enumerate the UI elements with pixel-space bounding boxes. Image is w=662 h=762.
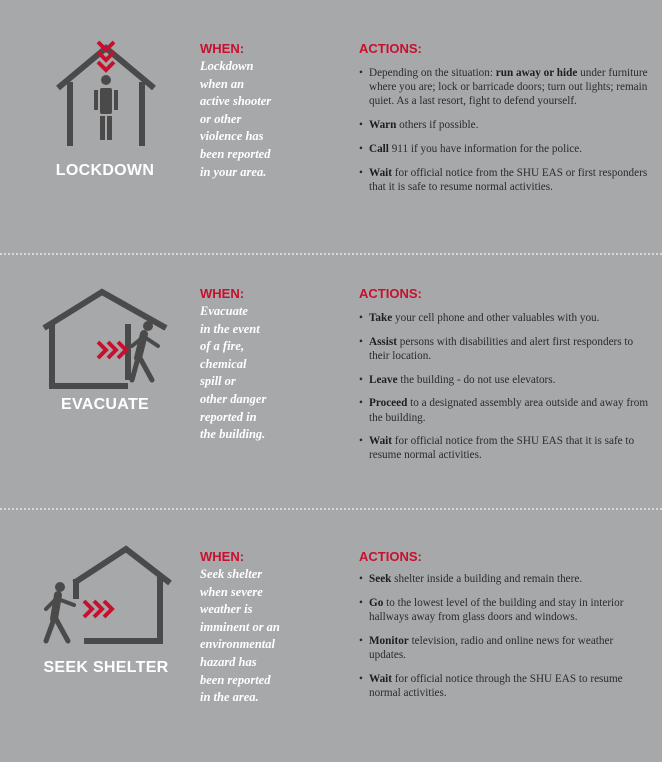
list-item: • Warn others if possible. bbox=[359, 118, 649, 132]
evacuate-label: EVACUATE bbox=[60, 396, 150, 413]
seek-shelter-when-text: Seek shelter when severe weather is imminent or an environmental hazard has been reported in the area. bbox=[200, 567, 280, 705]
lockdown-actions-heading: ACTIONS: bbox=[359, 41, 422, 56]
list-item: • Leave the building - do not use elevators. bbox=[359, 373, 649, 387]
list-item: • Wait for official notice from the SHU EAS or first responders that it is safe to resume normal activities. bbox=[359, 166, 649, 194]
list-item: • Wait for official notice from the SHU EAS that it is safe to resume normal activities. bbox=[359, 434, 649, 462]
evacuate-house-icon bbox=[40, 288, 172, 396]
lockdown-actions-list bbox=[359, 66, 649, 203]
lockdown-when-text: Lockdown when an active shooter or other violence has been reported in your area. bbox=[200, 59, 272, 179]
seek-shelter-actions-list bbox=[359, 572, 649, 709]
lockdown-label: LOCKDOWN bbox=[55, 162, 155, 179]
list-item: • Wait for official notice through the SHU EAS to resume normal activities. bbox=[359, 672, 649, 700]
section-divider bbox=[0, 508, 662, 510]
evacuate-when-text: Evacuate in the event of a fire, chemical spill or other danger reported in the building. bbox=[200, 304, 267, 442]
list-item: • Go to the lowest level of the building and stay in interior hallways away from glass doors and windows. bbox=[359, 596, 649, 624]
list-item: • Call 911 if you have information for the police. bbox=[359, 142, 649, 156]
lockdown-house-icon bbox=[52, 38, 160, 152]
evacuate-actions-heading: ACTIONS: bbox=[359, 286, 422, 301]
list-item: • Proceed to a designated assembly area outside and away from the building. bbox=[359, 396, 649, 424]
evacuate-section bbox=[0, 256, 662, 506]
lockdown-when-heading: WHEN: bbox=[200, 41, 245, 56]
list-item: • Depending on the situation: run away or hide under furniture where you are; lock or barricade doors; turn out lights; remain quiet. As a last resort, fight to defend yourself. bbox=[359, 66, 649, 109]
seek-shelter-actions-heading: ACTIONS: bbox=[359, 549, 422, 564]
seek-shelter-section bbox=[0, 511, 662, 762]
list-item: • Seek shelter inside a building and remain there. bbox=[359, 572, 649, 586]
seek-shelter-when-heading: WHEN: bbox=[200, 549, 245, 564]
section-divider bbox=[0, 253, 662, 255]
list-item: • Monitor television, radio and online news for weather updates. bbox=[359, 634, 649, 662]
lockdown-section bbox=[0, 0, 662, 250]
list-item: • Assist persons with disabilities and alert first responders to their location. bbox=[359, 335, 649, 363]
evacuate-when-heading: WHEN: bbox=[200, 286, 245, 301]
seek-shelter-house-icon bbox=[40, 545, 172, 649]
evacuate-actions-list bbox=[359, 311, 649, 472]
seek-shelter-label: SEEK SHELTER bbox=[43, 659, 169, 676]
list-item: • Take your cell phone and other valuables with you. bbox=[359, 311, 649, 325]
